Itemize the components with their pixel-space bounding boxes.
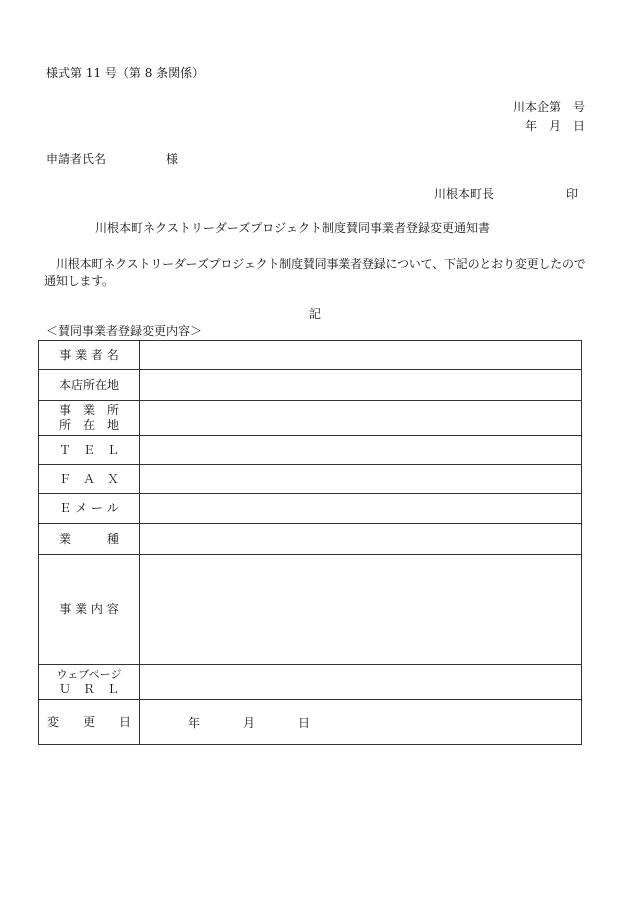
label-email: Ｅ メ ー ル [39, 494, 140, 524]
label-office-address [39, 401, 140, 436]
document-title: 川根本町ネクストリーダーズプロジェクト制度賛同事業者登録変更通知書 [95, 221, 491, 235]
change-details-table [38, 340, 582, 745]
value-industry [140, 524, 582, 555]
body-text: 川根本町ネクストリーダーズプロジェクト制度賛同事業者登録について、下記のとおり変更したので通知します。 [44, 257, 586, 288]
value-tel [140, 436, 582, 465]
label-business-name: 事 業 者 名 [39, 341, 140, 370]
label-webpage-line2: Ｕ Ｒ Ｌ [58, 682, 119, 696]
value-webpage-url [140, 665, 582, 700]
value-office-address [140, 401, 582, 436]
label-fax: Ｆ Ａ Ｘ [39, 465, 140, 494]
label-industry: 業 種 [39, 524, 140, 555]
value-head-office [140, 370, 582, 401]
table-row [39, 494, 582, 524]
issue-date: 年 月 日 [524, 119, 585, 133]
table-row [39, 665, 582, 700]
table-row [39, 700, 582, 745]
ki-heading: 記 [309, 307, 322, 321]
label-business-content: 事 業 内 容 [39, 555, 140, 665]
issuer-mayor: 川根本町長 印 [433, 187, 578, 201]
label-office-line1: 事 業 所 [58, 403, 119, 417]
value-change-date [140, 700, 582, 745]
date-month-label: 月 [243, 715, 256, 730]
table-row [39, 436, 582, 465]
table-row [39, 524, 582, 555]
reference-number: 川本企第 号 [512, 100, 585, 114]
value-fax [140, 465, 582, 494]
label-change-date: 変 更 日 [39, 700, 140, 745]
label-webpage-url [39, 665, 140, 700]
label-tel: Ｔ Ｅ Ｌ [39, 436, 140, 465]
label-head-office: 本店所在地 [39, 370, 140, 401]
label-webpage-line1: ウェブページ [56, 668, 122, 681]
table-caption: ＜賛同事業者登録変更内容＞ [46, 324, 203, 338]
table-row [39, 555, 582, 665]
date-year-label: 年 [188, 715, 201, 730]
applicant-name: 申請者氏名 様 [46, 152, 179, 166]
form-number: 様式第 11 号（第 8 条関係） [46, 66, 205, 80]
value-business-content [140, 555, 582, 665]
table-row [39, 465, 582, 494]
table-row [39, 370, 582, 401]
date-day-label: 日 [298, 715, 311, 730]
table-row [39, 341, 582, 370]
value-email [140, 494, 582, 524]
table-row [39, 401, 582, 436]
value-business-name [140, 341, 582, 370]
label-office-line2: 所 在 地 [58, 418, 119, 432]
